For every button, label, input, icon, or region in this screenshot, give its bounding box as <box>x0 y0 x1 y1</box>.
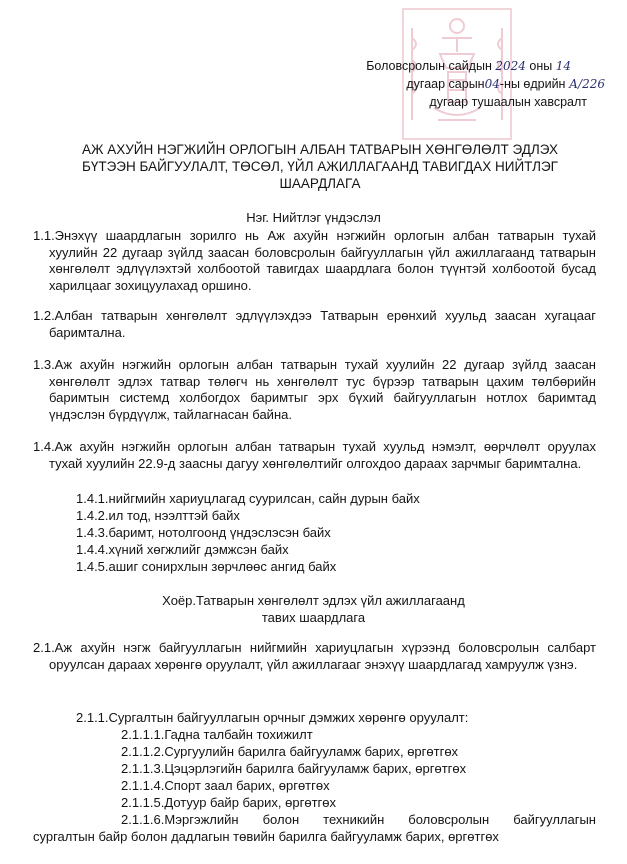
paragraph-1-3: 1.3.Аж ахуйн нэгжийн орлогын албан татварын тухай хуулийн 22 дугаар зүйлд заасан хөнгөлөлт эдлэх татвар төлөгч нь хөнгөлөлт тус бүрээр татварын цахим төлбөрийн баримтын системд холбогдох баримтыг эрх бүхий байгууллагын нотлох баримтад үндэслэн бүрдүүлж, тайлагнасан байна. <box>33 357 596 422</box>
list-item-1-4-3: 1.4.3.баримт, нотолгоонд үндэслэсэн байх <box>76 525 331 540</box>
paragraph-1-1: 1.1.Энэхүү шаардлагын зорилго нь Аж ахуйн нэгжийн орлогын албан татварын тухай хуулийн 22 дугаар зүйлд заасан боловсролын байгууллагын үйл ажиллагаанд татварын хөнгөлөлт эдлүүлэхтэй холбоотой тавигдах шаардлага болон түүнтэй холбоотой бусад харилцааг зохицуулахад оршино. <box>33 228 596 293</box>
title-line-2: БҮТЭЭН БАЙГУУЛАЛТ, ТӨСӨЛ, ҮЙЛ АЖИЛЛАГААНД ТАВИГДАХ НИЙТЛЭГ <box>81 159 558 174</box>
list-item-2-1-1-6-continued: сургалтын байр болон дадлагын төвийн барилга байгууламж барих, өргөтгөх <box>33 829 499 844</box>
title-line-1: АЖ АХУЙН НЭГЖИЙН ОРЛОГЫН АЛБАН ТАТВАРЫН ХӨНГӨЛӨЛТ ЭДЛЭХ <box>81 142 559 157</box>
list-item-2-1-1-4: 2.1.1.4.Спорт заал барих, өргөтгөх <box>121 778 330 793</box>
list-item-1-4-5: 1.4.5.ашиг сонирхлын зөрчлөөс ангид байх <box>76 559 337 574</box>
list-item-2-1-1-1: 2.1.1.1.Гадна талбайн тохижилт <box>121 727 313 742</box>
list-item-2-1-1-2: 2.1.1.2.Сургуулийн барилга байгууламж барих, өргөтгөх <box>121 744 459 759</box>
government-seal-image <box>402 8 512 140</box>
handwritten-year: 2024 <box>495 59 526 73</box>
appendix-line-1 <box>366 58 571 74</box>
list-item-2-1-1-6: 2.1.1.6.Мэргэжлийн болон техникийн боловсролын байгууллагын <box>121 812 596 827</box>
paragraph-1-4: 1.4.Аж ахуйн нэгжийн орлогын албан татварын тухай хуульд нэмэлт, өөрчлөлт оруулах тухай хуулийн 22.9-д заасны дагуу хөнгөлөлтийг олгохдоо дараах зарчмыг баримтална. <box>33 439 596 471</box>
list-item-1-4-2: 1.4.2.ил тод, нээлттэй байх <box>76 508 240 523</box>
list-item-1-4-1: 1.4.1.нийгмийн хариуцлагад суурилсан, сайн дурын байх <box>76 491 420 506</box>
list-item-2-1-1-5: 2.1.1.5.Дотуур байр барих, өргөтгөх <box>121 795 336 810</box>
appendix-line-3: дугаар тушаалын хавсралт <box>429 95 587 109</box>
handwritten-day: 14 <box>555 59 571 73</box>
appendix-month-text: дугаар сарын <box>406 77 485 91</box>
list-item-1-4-4: 1.4.4.хүний хөгжлийг дэмжсэн байх <box>76 542 289 557</box>
section-2-heading-line-1: Хоёр.Татварын хөнгөлөлт эдлэх үйл ажиллагаанд <box>162 593 465 608</box>
section-1-heading: Нэг. Нийтлэг үндэслэл <box>246 210 381 225</box>
paragraph-2-1: 2.1.Аж ахуйн нэгж байгууллагын нийгмийн хариуцлагын хүрээнд боловсролын салбарт оруулсан дараах хөрөнгө оруулалт, үйл ажиллагааг энэхүү шаардлагад хамруулж үзнэ. <box>33 640 596 672</box>
appendix-year-suffix: оны <box>529 59 553 73</box>
appendix-date-suffix: -ны өдрийн <box>499 77 566 91</box>
section-2-heading-line-2: тавих шаардлага <box>261 610 366 625</box>
appendix-line-2 <box>406 76 605 92</box>
list-item-2-1-1: 2.1.1.Сургалтын байгууллагын орчныг дэмжих хөрөнгө оруулалт: <box>76 710 469 725</box>
paragraph-1-2: 1.2.Албан татварын хөнгөлөлт эдлүүлэхдээ Татварын ерөнхий хуульд заасан хугацааг баримтална. <box>33 308 596 340</box>
appendix-minister-text: Боловсролын сайдын <box>366 59 492 73</box>
list-item-2-1-1-3: 2.1.1.3.Цэцэрлэгийн барилга байгууламж барих, өргөтгөх <box>121 761 467 776</box>
handwritten-month: 04 <box>484 77 500 91</box>
title-line-3: ШААРДЛАГА <box>279 176 361 191</box>
document-title <box>20 141 620 192</box>
handwritten-order-number: А/226 <box>568 77 605 91</box>
